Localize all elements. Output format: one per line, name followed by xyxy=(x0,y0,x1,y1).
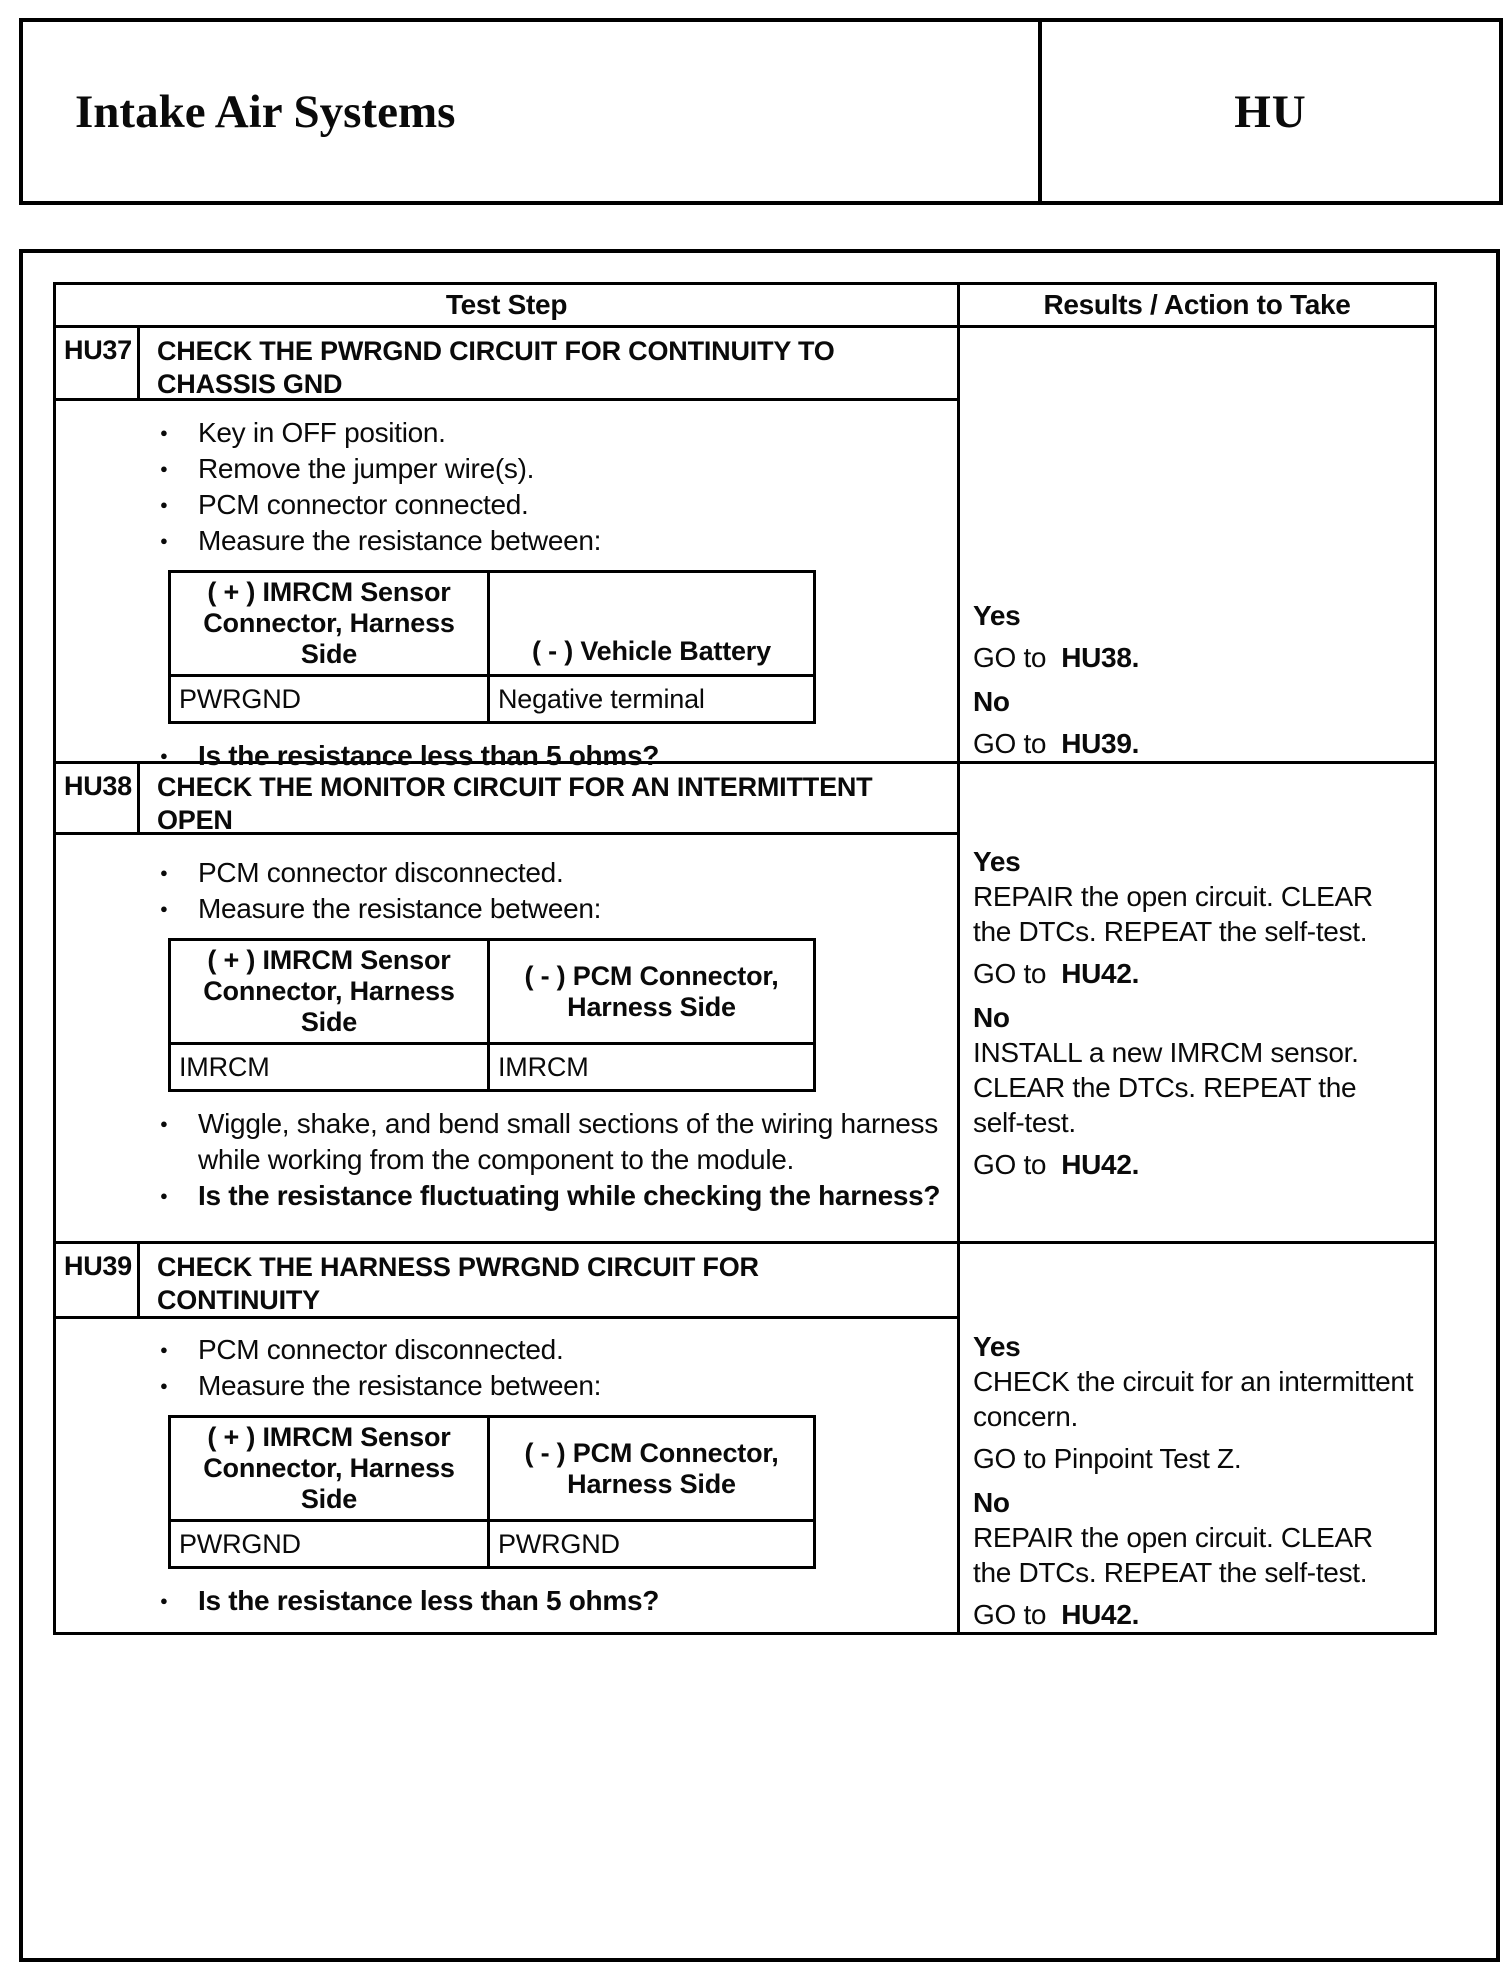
bullet-item: ● PCM connector connected. xyxy=(158,487,957,523)
test-id: HU39 xyxy=(56,1244,140,1316)
table-header-row xyxy=(56,285,1434,325)
test-step-cell xyxy=(56,764,960,1241)
page-header-code-cell xyxy=(1042,22,1499,201)
action-text: CHECK the circuit for an intermittent concern. xyxy=(973,1366,1414,1432)
test-title-bar xyxy=(56,1244,957,1319)
measurement-plus-header: ( + ) IMRCM Sensor Connector, Harness Side xyxy=(170,572,489,676)
measurement-minus-header: ( - ) Vehicle Battery xyxy=(489,572,815,676)
goto-prefix: GO to Pinpoint Test Z. xyxy=(973,1443,1242,1474)
test-instructions xyxy=(56,401,957,771)
bullet-item: ● Wiggle, shake, and bend small sections of the wiring harness while working from the component to the module. xyxy=(158,1106,957,1178)
goto-target: HU42. xyxy=(1061,1599,1140,1630)
bullet-list xyxy=(56,855,957,927)
question-list xyxy=(56,1583,957,1619)
test-step-cell xyxy=(56,328,960,771)
measurement-plus-value: PWRGND xyxy=(170,1521,489,1568)
goto-line xyxy=(973,956,1414,991)
test-id: HU38 xyxy=(56,764,140,832)
goto-target: HU38. xyxy=(1061,642,1140,673)
goto-prefix: GO to xyxy=(973,958,1047,989)
results-cell xyxy=(960,328,1434,761)
goto-line xyxy=(973,1597,1414,1632)
measurement-minus-header: ( - ) PCM Connector, Harness Side xyxy=(489,940,815,1044)
page-header xyxy=(19,18,1503,205)
test-row-hu37 xyxy=(56,325,1434,771)
result-block-yes xyxy=(973,598,1414,675)
measurement-table xyxy=(168,938,816,1092)
measurement-plus-header: ( + ) IMRCM Sensor Connector, Harness Side xyxy=(170,940,489,1044)
answer-label: No xyxy=(973,1487,1010,1518)
answer-label: Yes xyxy=(973,846,1021,877)
test-row-hu39 xyxy=(56,1241,1434,1632)
test-instructions xyxy=(56,835,957,1241)
answer-label: No xyxy=(973,686,1010,717)
bullet-item: ● PCM connector disconnected. xyxy=(158,855,957,891)
bullet-list xyxy=(56,1106,957,1214)
measurement-minus-header: ( - ) PCM Connector, Harness Side xyxy=(489,1417,815,1521)
test-instructions xyxy=(56,1319,957,1616)
test-row-hu38 xyxy=(56,761,1434,1241)
goto-target: HU42. xyxy=(1061,958,1140,989)
action-text: INSTALL a new IMRCM sensor. CLEAR the DTCs. REPEAT the self-test. xyxy=(973,1037,1359,1138)
answer-label: Yes xyxy=(973,600,1021,631)
diagnostic-table xyxy=(53,282,1437,1635)
results-cell xyxy=(960,764,1434,1241)
bullet-list xyxy=(56,1332,957,1404)
main-content-box xyxy=(19,249,1500,1962)
goto-line xyxy=(973,1147,1414,1182)
page-title: Intake Air Systems xyxy=(75,85,456,138)
goto-line xyxy=(973,1441,1414,1476)
goto-prefix: GO to xyxy=(973,728,1047,759)
result-block-yes xyxy=(973,844,1414,991)
measurement-table xyxy=(168,570,816,724)
test-title: CHECK THE HARNESS PWRGND CIRCUIT FOR CONTINUITY xyxy=(157,1252,759,1315)
goto-line xyxy=(973,726,1414,761)
measurement-minus-value: Negative terminal xyxy=(489,676,815,723)
goto-line xyxy=(973,640,1414,675)
results-cell xyxy=(960,1244,1434,1632)
bullet-list xyxy=(56,415,957,559)
goto-target: HU42. xyxy=(1061,1149,1140,1180)
goto-prefix: GO to xyxy=(973,642,1047,673)
answer-label: Yes xyxy=(973,1331,1021,1362)
test-title: CHECK THE PWRGND CIRCUIT FOR CONTINUITY TO CHASSIS GND xyxy=(157,336,835,399)
answer-label: No xyxy=(973,1002,1010,1033)
question-bullet: ● Is the resistance less than 5 ohms? xyxy=(158,738,957,774)
bullet-item: ● Remove the jumper wire(s). xyxy=(158,451,957,487)
goto-prefix: GO to xyxy=(973,1599,1047,1630)
result-block-no xyxy=(973,684,1414,761)
test-title-bar xyxy=(56,328,957,401)
bullet-item: ● PCM connector disconnected. xyxy=(158,1332,957,1368)
measurement-minus-value: IMRCM xyxy=(489,1044,815,1091)
measurement-plus-value: IMRCM xyxy=(170,1044,489,1091)
goto-prefix: GO to xyxy=(973,1149,1047,1180)
column-header-test-step: Test Step xyxy=(56,285,960,325)
measurement-plus-header: ( + ) IMRCM Sensor Connector, Harness Side xyxy=(170,1417,489,1521)
goto-target: HU39. xyxy=(1061,728,1140,759)
bullet-item: ● Measure the resistance between: xyxy=(158,891,957,927)
test-title: CHECK THE MONITOR CIRCUIT FOR AN INTERMITTENT OPEN xyxy=(157,772,873,835)
test-step-cell xyxy=(56,1244,960,1632)
measurement-table xyxy=(168,1415,816,1569)
test-title-bar xyxy=(56,764,957,835)
measurement-minus-value: PWRGND xyxy=(489,1521,815,1568)
question-list xyxy=(56,738,957,774)
test-id: HU37 xyxy=(56,328,140,398)
question-bullet: ● Is the resistance less than 5 ohms? xyxy=(158,1583,957,1619)
action-text: REPAIR the open circuit. CLEAR the DTCs. REPEAT the self-test. xyxy=(973,1522,1373,1588)
result-block-no xyxy=(973,1000,1414,1182)
measurement-plus-value: PWRGND xyxy=(170,676,489,723)
action-text: REPAIR the open circuit. CLEAR the DTCs. REPEAT the self-test. xyxy=(973,881,1373,947)
bullet-item: ● Measure the resistance between: xyxy=(158,523,957,559)
question-bullet: ● Is the resistance fluctuating while checking the harness? xyxy=(158,1178,957,1214)
bullet-item: ● Key in OFF position. xyxy=(158,415,957,451)
page-header-title-cell xyxy=(23,22,1042,201)
result-block-no xyxy=(973,1485,1414,1632)
result-block-yes xyxy=(973,1329,1414,1476)
bullet-item: ● Measure the resistance between: xyxy=(158,1368,957,1404)
column-header-results: Results / Action to Take xyxy=(1043,289,1351,320)
section-code: HU xyxy=(1234,85,1307,138)
